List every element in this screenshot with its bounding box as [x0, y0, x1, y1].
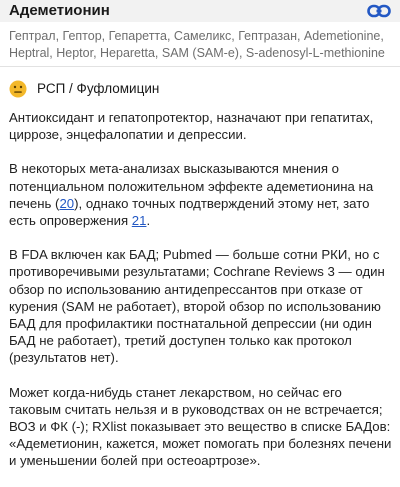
paragraph-meta-analyses [9, 160, 393, 229]
reference-link-20[interactable]: 20 [59, 195, 75, 211]
page-title: Адеметионин [9, 2, 110, 19]
verdict-label: РСП / Фуфломицин [37, 81, 160, 96]
text-segment: ), однако точных подтверждений этому нет, зато есть опровержения [9, 195, 370, 229]
paragraph-purpose: Антиоксидант и гепатопротектор, назначают при гепатитах, циррозе, энцефалопатии и депрессии. [9, 110, 374, 143]
neutral-face-icon [9, 80, 27, 98]
text-segment: В некоторых мета-анализах высказываются мнения о потенциальном положительном эффекте адеметионина на печень ( [9, 161, 374, 211]
verdict-heading [9, 79, 159, 99]
link-icon [367, 3, 391, 19]
text-segment: . [146, 213, 151, 229]
link-button[interactable] [366, 0, 392, 22]
synonyms-list: Гептрал, Гептор, Гепаретта, Самеликс, Гептразан, Ademetionine, Heptral, Heptor, Heparetta, SAM (SAM-e), S-adenosyl-L-methionine [9, 29, 385, 60]
reference-link-21[interactable]: 21 [131, 213, 147, 229]
header-bar [0, 0, 400, 22]
description [9, 109, 393, 487]
paragraph-conclusion: Может когда-нибудь станет лекарством, но сейчас его таковым считать нельзя и в руководствах он не встречается; ВОЗ и ФК (-); RXlist показывает это вещество в списке БАДов: «Адеметионин, кажется, может помогать при болезнях печени и уменьшении болей при остеоартрозе». [9, 384, 392, 469]
paragraph-evidence: В FDA включен как БАД; Pubmed — больше сотни РКИ, но с противоречивыми результатами; Cochrane Reviews 3 — один обзор по использованию антидепрессантов при отказе от курения (SAM не работает), второй обзор по использованию БАД для профилактики постнатальной депрессии (ни один БАД не работает), третий доступен только как протокол (результатов нет). [9, 247, 385, 366]
divider [0, 66, 400, 67]
